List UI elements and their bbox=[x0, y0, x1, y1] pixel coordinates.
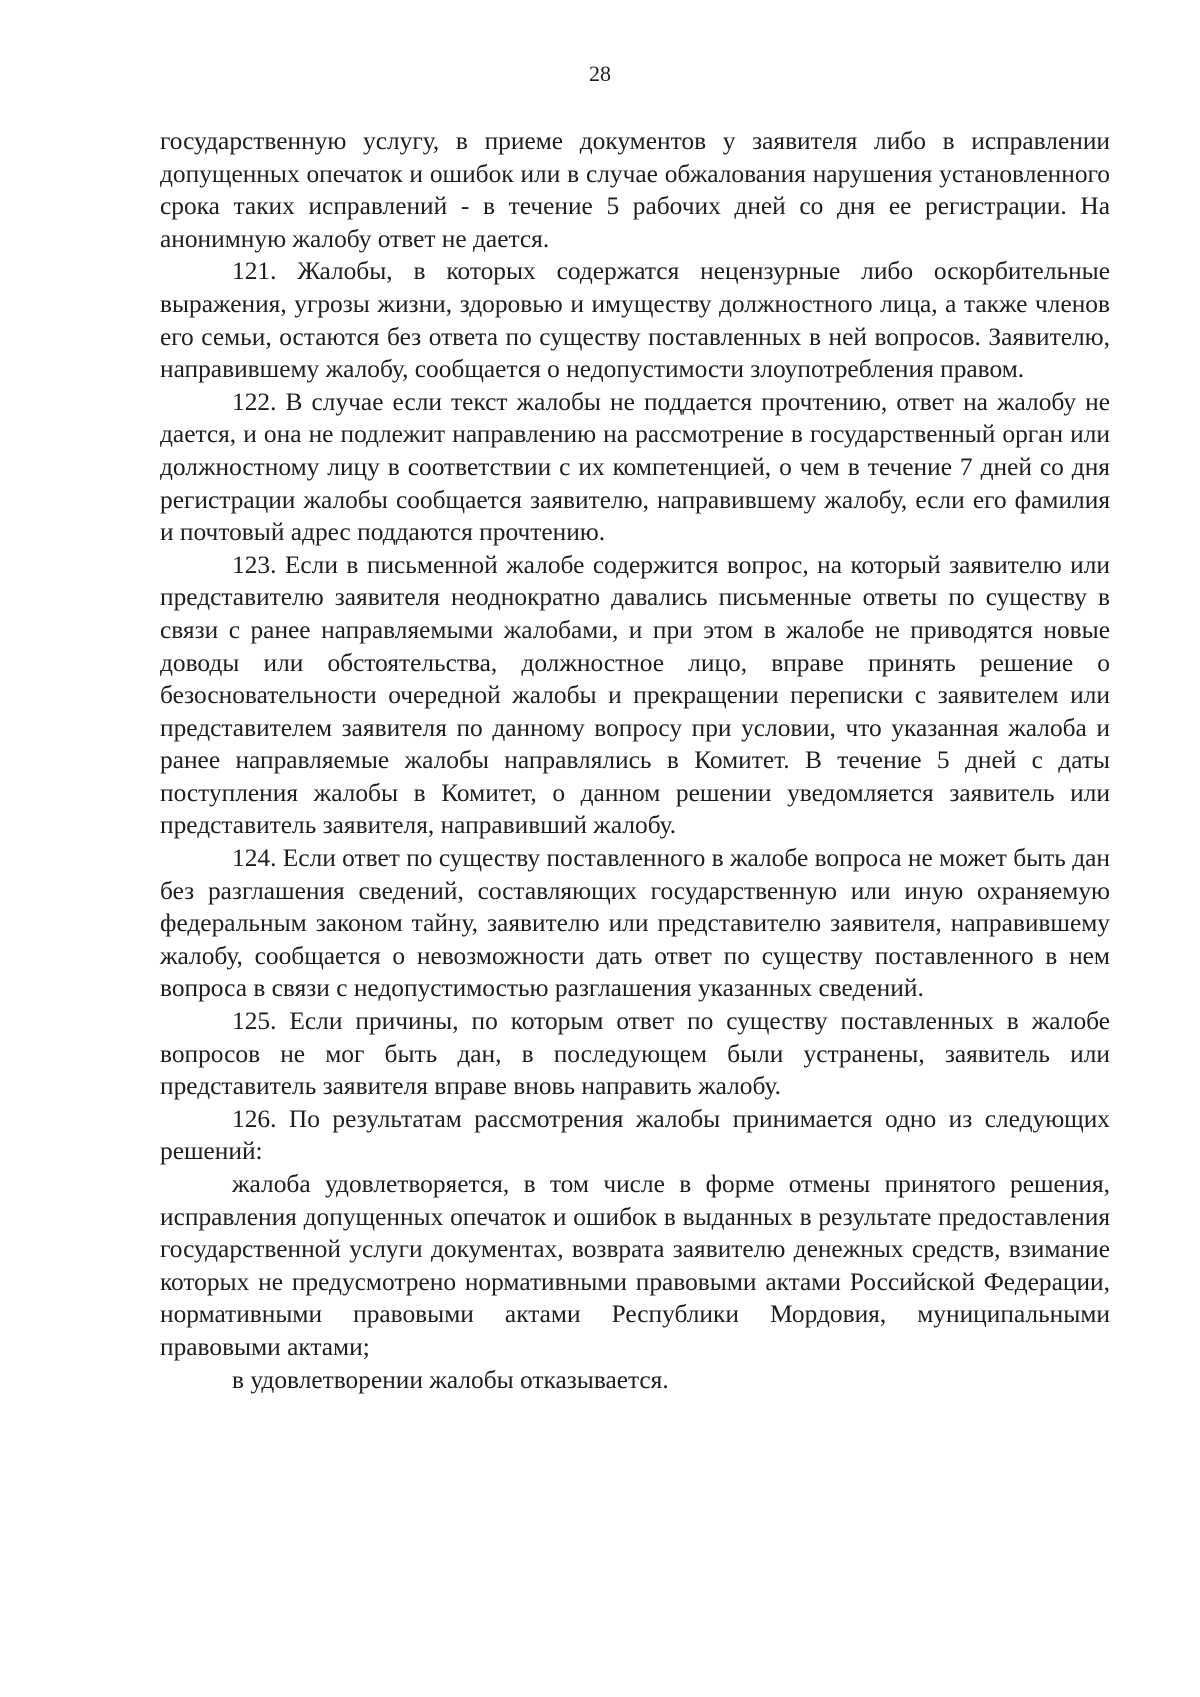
paragraph-124: 124. Если ответ по существу поставленного в жалобе вопроса не может быть дан без разглашения сведений, составляющих государственную или иную охраняемую федеральным законом тайну, заявителю или представителю заявителя, направившему жалобу, сообщается о невозможности дать ответ по существу поставленного в нем вопроса в связи с недопустимостью разглашения указанных сведений. bbox=[160, 844, 1110, 1003]
paragraph-126: 126. По результатам рассмотрения жалобы принимается одно из следующих решений: bbox=[160, 1104, 1110, 1166]
paragraph-123: 123. Если в письменной жалобе содержится вопрос, на который заявителю или представителю заявителя неоднократно давались письменные ответы по существу в связи с ранее направляемыми жалобами, и при этом в жалобе не приводятся новые доводы или обстоятельства, должностное лицо, вправе принять решение о безосновательности очередной жалобы и прекращении переписки с заявителем или представителем заявителя по данному вопросу при условии, что указанная жалоба и ранее направляемые жалобы направлялись в Комитет. В течение 5 дней с даты поступления жалобы в Комитет, о данном решении уведомляется заявитель или представитель заявителя, направивший жалобу. bbox=[160, 550, 1110, 840]
decision-item-refused: в удовлетворении жалобы отказывается. bbox=[232, 1365, 669, 1394]
document-body bbox=[160, 125, 1110, 1396]
paragraph-122: 122. В случае если текст жалобы не поддается прочтению, ответ на жалобу не дается, и она не подлежит направлению на рассмотрение в государственный орган или должностному лицу в соответствии с их компетенцией, о чем в течение 7 дней со дня регистрации жалобы сообщается заявителю, направившему жалобу, если его фамилия и почтовый адрес поддаются прочтению. bbox=[160, 387, 1110, 547]
paragraph-121: 121. Жалобы, в которых содержатся нецензурные либо оскорбительные выражения, угрозы жизни, здоровью и имуществу должностного лица, а также членов его семьи, остаются без ответа по существу поставленных в ней вопросов. Заявителю, направившему жалобу, сообщается о недопустимости злоупотребления правом. bbox=[160, 257, 1110, 384]
decision-item-satisfied: жалоба удовлетворяется, в том числе в форме отмены принятого решения, исправления допущенных опечаток и ошибок в выданных в результате предоставления государственной услуги документах, возврата заявителю денежных средств, взимание которых не предусмотрено нормативными правовыми актами Российской Федерации, нормативными правовыми актами Республики Мордовия, муниципальными правовыми актами; bbox=[160, 1170, 1110, 1361]
paragraph-continuation: государственную услугу, в приеме документов у заявителя либо в исправлении допущенных опечаток и ошибок или в случае обжалования нарушения установленного срока таких исправлений - в течение 5 рабочих дней со дня ее регистрации. На анонимную жалобу ответ не дается. bbox=[160, 127, 1110, 253]
page-number: 28 bbox=[589, 61, 611, 86]
paragraph-125: 125. Если причины, по которым ответ по существу поставленных в жалобе вопросов не мог быть дан, в последующем были устранены, заявитель или представитель заявителя вправе вновь направить жалобу. bbox=[160, 1007, 1110, 1101]
